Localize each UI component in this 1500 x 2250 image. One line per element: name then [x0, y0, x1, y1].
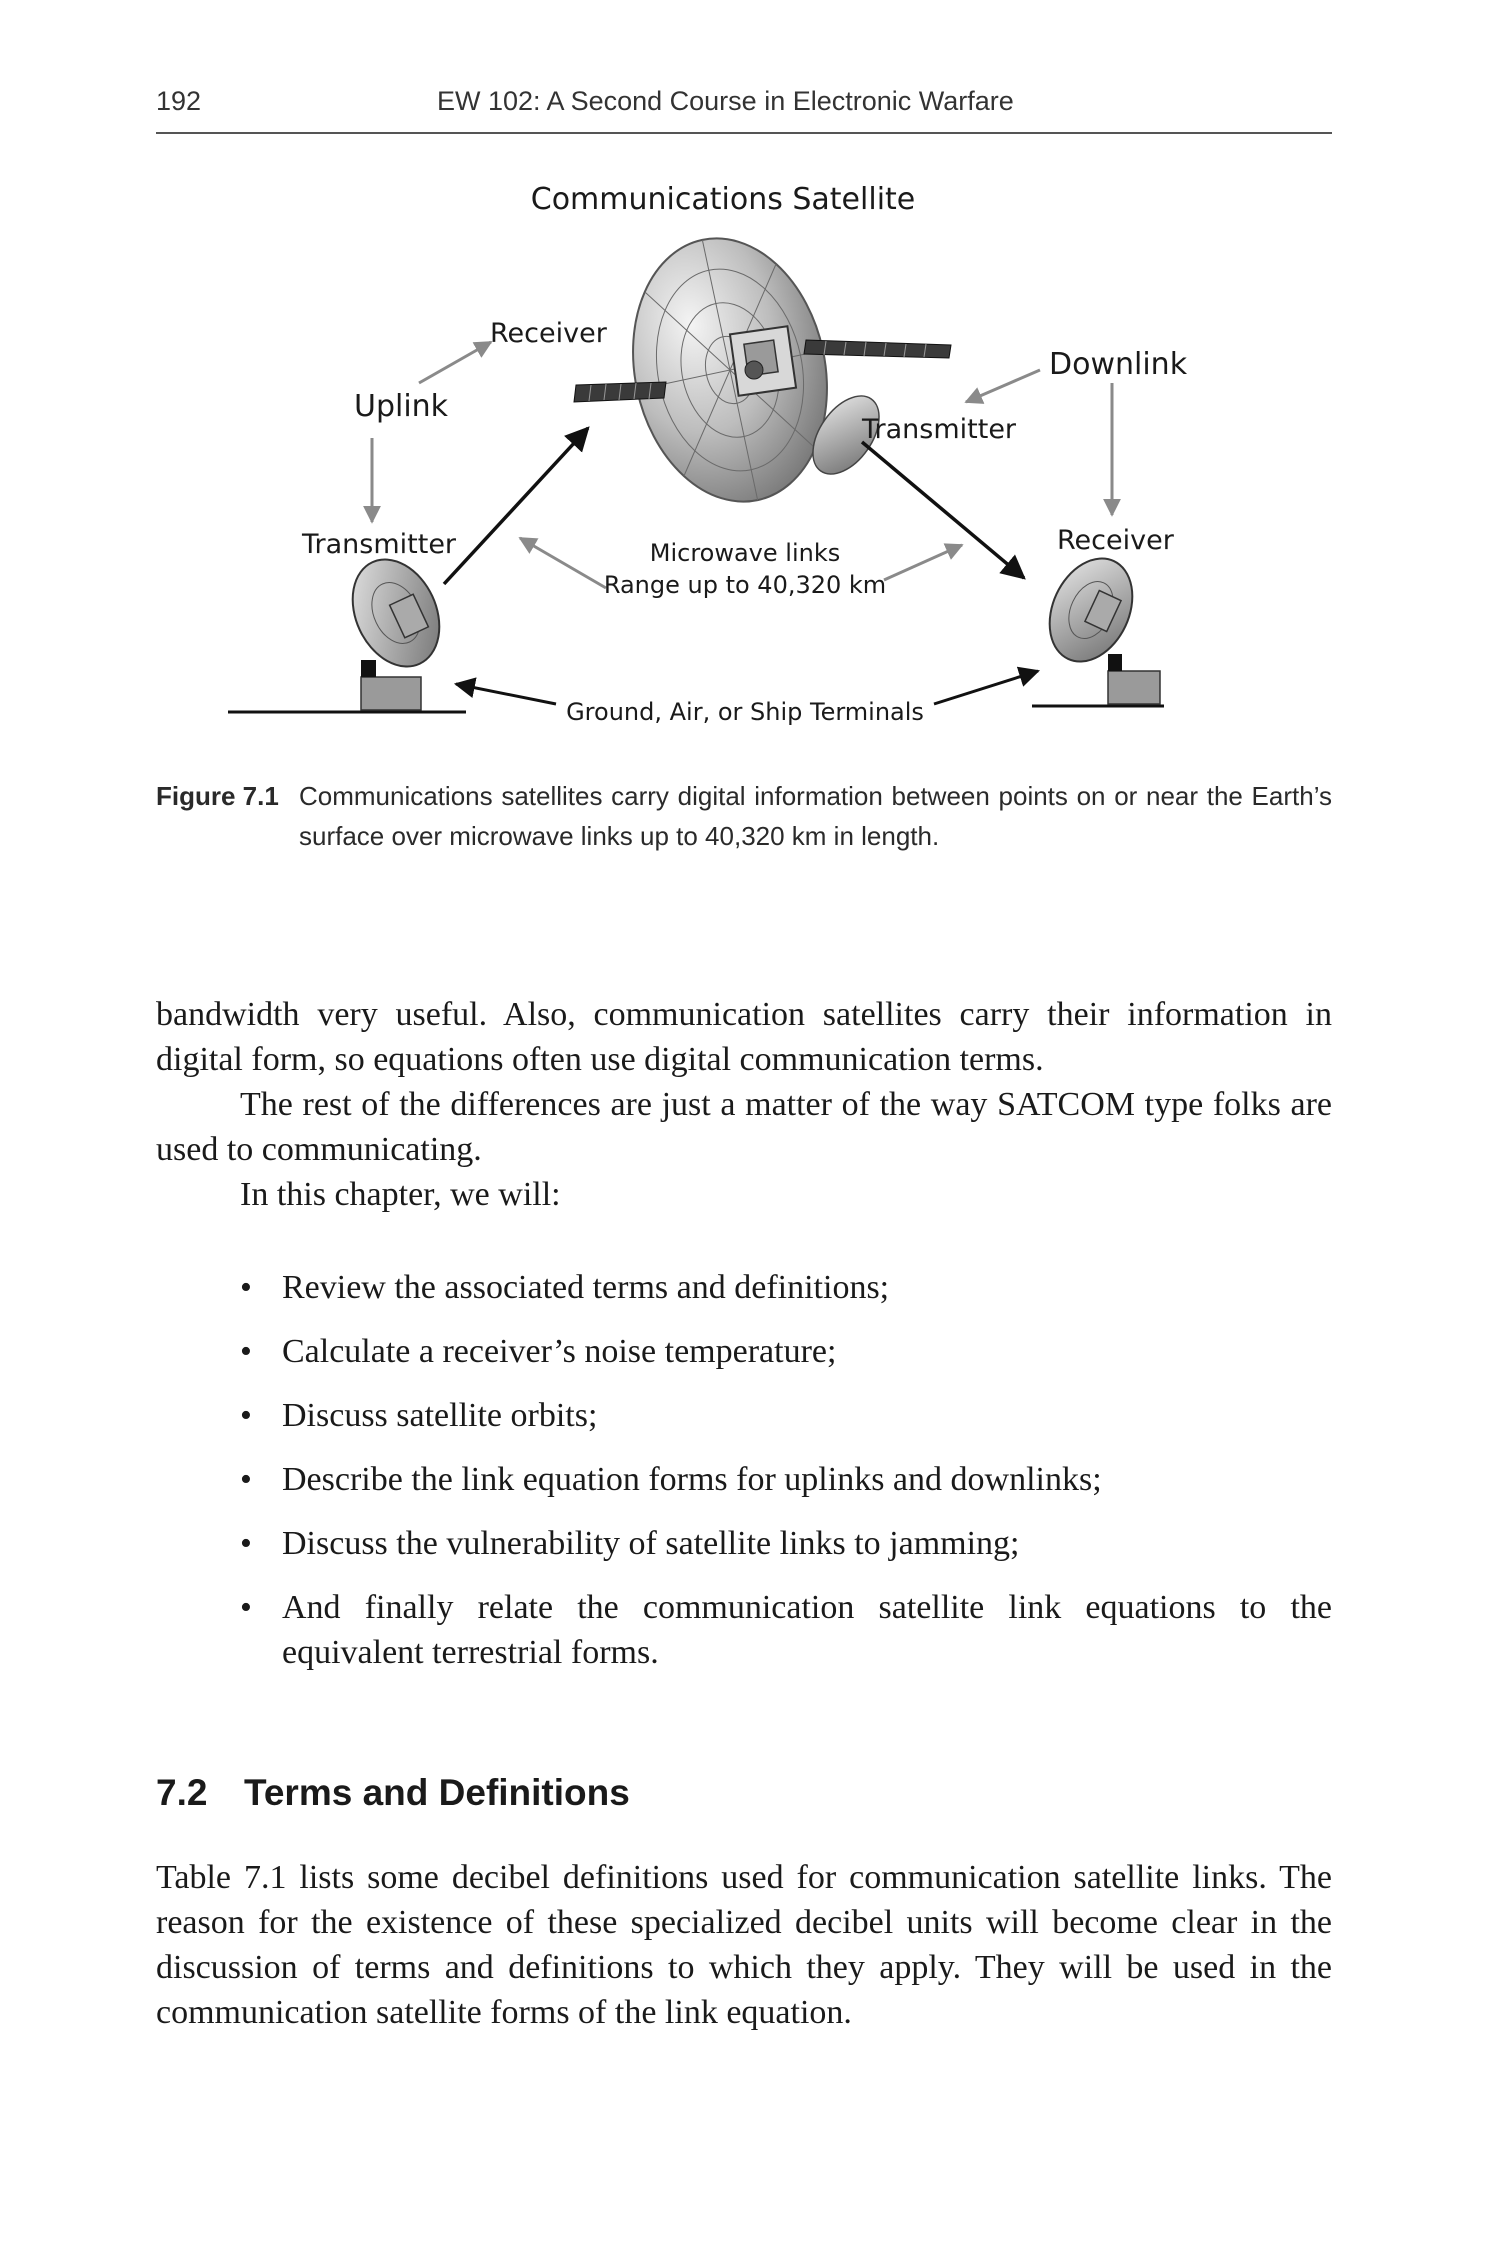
section-number: 7.2 [156, 1772, 208, 1813]
label-terminals: Ground, Air, or Ship Terminals [566, 698, 924, 726]
label-microwave-links: Microwave links [649, 539, 841, 567]
label-downlink: Downlink [1049, 347, 1188, 382]
uplink-arrow [444, 428, 588, 584]
paragraph-continuation: bandwidth very useful. Also, communication satellites carry their information in digital form, so equations often use digital communication terms. [156, 996, 1332, 1078]
ground-terminal-right-icon [1032, 545, 1164, 706]
book-title: EW 102: A Second Course in Electronic Warfare [437, 86, 1014, 116]
bullet-icon: • [240, 1333, 252, 1370]
bullet-icon: • [240, 1269, 252, 1306]
downlink-transmitter-pointer [966, 370, 1040, 402]
label-receiver-ground: Receiver [1057, 525, 1174, 556]
figure-title: Communications Satellite [530, 182, 916, 217]
list-item: • Discuss the vulnerability of satellite links to jamming; [156, 1521, 1332, 1566]
list-item: • Calculate a receiver’s noise temperature; [156, 1329, 1332, 1374]
list-item: • And finally relate the communication satellite link equations to the equivalent terrestrial forms. [156, 1585, 1332, 1675]
label-transmitter-satellite: Transmitter [862, 414, 1017, 445]
paragraph-chapter-intro: In this chapter, we will: [240, 1176, 561, 1213]
bullet-icon: • [240, 1397, 252, 1434]
list-item: • Discuss satellite orbits; [156, 1393, 1332, 1438]
caption-text: Communications satellites carry digital information between points on or near the Earth’s surface over microwave links up to 40,320 km in length. [299, 781, 1332, 851]
microwave-pointer-left [520, 538, 606, 588]
satellite-diagram [156, 170, 1332, 750]
paragraph-table-intro: Table 7.1 lists some decibel definitions used for communication satellite links. The reason for the existence of these specialized decibel units will become clear in the discussion of terms and definitions to which they apply. They will be used in the communication satellite forms of the link equation. [156, 1859, 1332, 2031]
page-number: 192 [156, 86, 202, 116]
bullet-icon: • [240, 1525, 252, 1562]
caption-label: Figure 7.1 [156, 781, 279, 811]
terminals-arrow-left [456, 684, 556, 704]
terminals-arrow-right [934, 671, 1038, 704]
label-uplink: Uplink [354, 389, 449, 424]
section-heading [156, 1772, 630, 1814]
ground-terminal-left-icon [228, 545, 466, 712]
bullet-icon: • [240, 1589, 252, 1626]
bullet-icon: • [240, 1461, 252, 1498]
list-item: • Review the associated terms and definitions; [156, 1265, 1332, 1310]
microwave-pointer-right [884, 545, 962, 580]
chapter-goals-list [156, 1265, 1332, 1694]
section-title: Terms and Definitions [244, 1772, 630, 1813]
label-receiver-top: Receiver [490, 318, 607, 349]
running-head [156, 82, 1332, 134]
figure-7-1 [156, 170, 1332, 750]
satellite-icon [574, 220, 951, 520]
downlink-arrow [862, 442, 1024, 578]
list-item: • Describe the link equation forms for uplinks and downlinks; [156, 1457, 1332, 1502]
uplink-receiver-pointer [419, 342, 491, 383]
label-range: Range up to 40,320 km [603, 571, 887, 599]
paragraph-differences: The rest of the differences are just a matter of the way SATCOM type folks are used to communicating. [156, 1086, 1332, 1168]
label-transmitter-ground: Transmitter [302, 529, 457, 560]
